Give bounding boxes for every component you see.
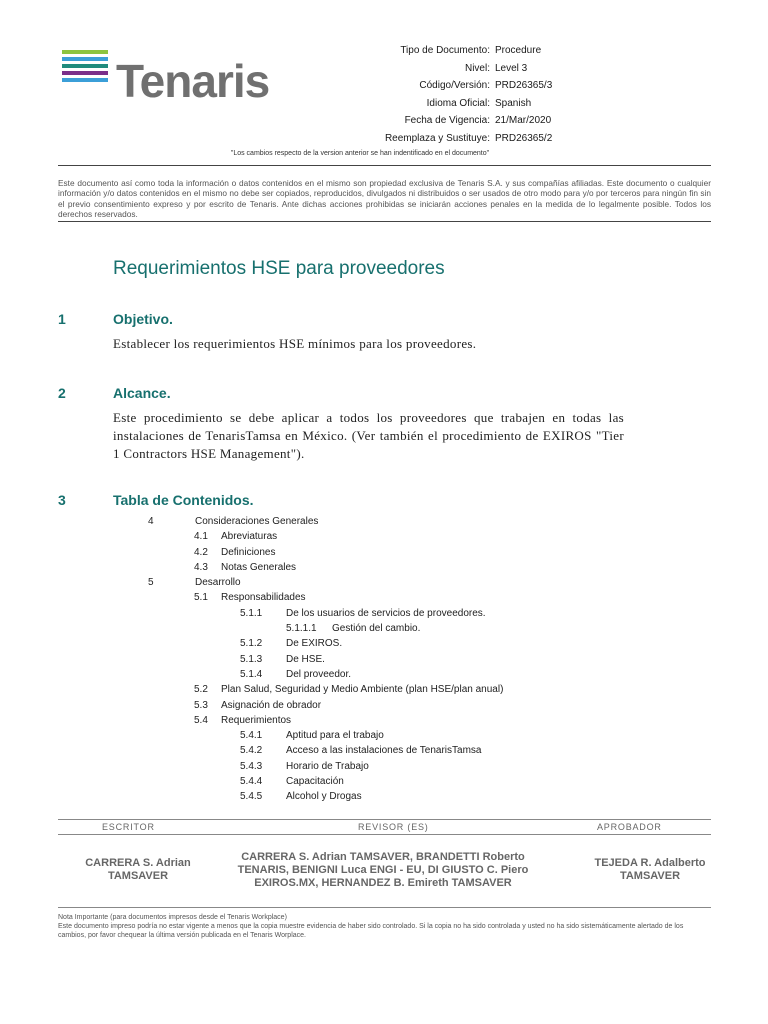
toc-item-label: Aptitud para el trabajo: [286, 730, 384, 742]
toc-item[interactable]: [0, 575, 768, 590]
reviewer-names: CARRERA S. Adrian TAMSAVER, BRANDETTI Roberto TENARIS, BENIGNI Luca ENGI - EU, DI GIUSTO C. Piero EXIROS.MX, HERNANDEZ B. Emireth TAMSAVER: [237, 851, 529, 889]
meta-row: [340, 77, 600, 95]
logo-bar: [62, 57, 108, 61]
meta-label: Tipo de Documento:: [400, 45, 490, 56]
toc-item-number: 5.4.2: [240, 745, 263, 757]
toc-item[interactable]: [0, 759, 768, 774]
toc-item[interactable]: [0, 514, 768, 529]
section-title: Tabla de Contenidos.: [113, 492, 254, 508]
toc-item[interactable]: [0, 789, 768, 804]
approver-name: TEJEDA R. Adalberto TAMSAVER: [594, 857, 706, 882]
toc-item-label: De los usuarios de servicios de proveedores.: [286, 607, 486, 619]
section-number: 3: [58, 492, 66, 508]
toc-item[interactable]: [0, 636, 768, 651]
toc-item-number: 5.2: [194, 684, 208, 696]
toc-item-number: 5.1.1: [240, 607, 263, 619]
toc-item[interactable]: [0, 529, 768, 544]
toc-item-number: 5.4: [194, 714, 208, 726]
toc-item-label: Responsabilidades: [221, 592, 306, 604]
toc-item[interactable]: [0, 652, 768, 667]
toc-item[interactable]: [0, 621, 768, 636]
divider: [58, 907, 711, 908]
logo-bars-icon: [62, 50, 108, 85]
divider: [58, 165, 711, 166]
logo-bar: [62, 64, 108, 68]
section-title: Alcance.: [113, 385, 171, 401]
toc-item-number: 5.1.4: [240, 668, 263, 680]
divider: [58, 834, 711, 835]
toc-item-label: Capacitación: [286, 776, 344, 788]
meta-label: Reemplaza y Sustituye:: [384, 132, 490, 144]
meta-row: [340, 130, 600, 148]
meta-row: [340, 60, 600, 78]
meta-row: [340, 112, 600, 130]
divider: [58, 221, 711, 222]
toc-item-label: Plan Salud, Seguridad y Medio Ambiente (plan HSE/plan anual): [221, 684, 504, 696]
toc-item-number: 5.3: [194, 699, 208, 711]
toc-item[interactable]: [0, 774, 768, 789]
toc-item[interactable]: [0, 682, 768, 697]
toc-item-number: 5.4.1: [240, 730, 263, 742]
writer-header: ESCRITOR: [102, 822, 155, 832]
toc-item-label: De HSE.: [286, 653, 325, 665]
logo-bar: [62, 78, 108, 82]
footer-note: Nota Importante (para documentos impresos desde el Tenaris Workplace) Este documento impreso podría no estar vigente a menos que la copia muestre evidencia de haber sido controlado. Si la copia no ha sido controlada y usted no ha sido sistemáticamente alertado de los cambios, por favor chequear la última versión publicada en el Tenaris Worplace.: [58, 914, 684, 939]
changes-note: "Los cambios respecto de la version anterior se han indentificado en el documento": [230, 150, 490, 157]
toc-item-label: De EXIROS.: [286, 638, 343, 650]
toc-item-label: Requerimientos: [221, 714, 292, 726]
section-title: Objetivo.: [113, 311, 173, 327]
toc-item-label: Abreviaturas: [221, 531, 278, 543]
toc-item-number: 5.4.4: [240, 776, 263, 788]
logo-bar: [62, 71, 108, 75]
toc-item[interactable]: [0, 713, 768, 728]
toc-item-number: 5.1: [194, 592, 208, 604]
toc-item-label: Alcohol y Drogas: [286, 791, 362, 803]
toc-item-number: 4.1: [194, 531, 208, 543]
toc-item[interactable]: [0, 545, 768, 560]
toc-item-label: Acceso a las instalaciones de TenarisTamsa: [286, 745, 482, 757]
meta-label: Código/Versión:: [419, 80, 490, 91]
section-body: Establecer los requerimientos HSE mínimos para los proveedores.: [113, 336, 477, 351]
toc-item-label: Notas Generales: [221, 561, 297, 573]
document-title: Requerimientos HSE para proveedores: [113, 258, 445, 279]
toc-item-number: 5.1.2: [240, 638, 263, 650]
meta-value: Level 3: [495, 62, 528, 74]
toc-item-label: Definiciones: [221, 546, 276, 558]
toc-item[interactable]: [0, 667, 768, 682]
toc-item-number: 5.1.1.1: [286, 623, 317, 635]
reviewer-header: REVISOR (ES): [358, 822, 429, 832]
approver-header: APROBADOR: [597, 822, 662, 832]
meta-label: Fecha de Vigencia:: [404, 115, 490, 126]
toc-item[interactable]: [0, 606, 768, 621]
toc-item-number: 4.2: [194, 546, 208, 558]
table-of-contents: [0, 514, 768, 805]
toc-item-number: 5.4.3: [240, 760, 263, 772]
section-number: 2: [58, 385, 66, 401]
toc-item-number: 5: [148, 577, 154, 589]
logo-wordmark: Tenaris: [116, 55, 270, 107]
toc-item-number: 5.1.3: [240, 653, 263, 665]
section-number: 1: [58, 311, 66, 327]
meta-value: PRD26365/3: [495, 80, 553, 91]
logo-bar: [62, 50, 108, 54]
toc-item[interactable]: [0, 560, 768, 575]
meta-row: [340, 42, 600, 60]
toc-item-number: 4.3: [194, 561, 208, 573]
toc-item[interactable]: [0, 728, 768, 743]
meta-value: Spanish: [495, 97, 532, 109]
toc-item[interactable]: [0, 743, 768, 758]
meta-value: 21/Mar/2020: [495, 115, 552, 126]
document-metadata: [340, 42, 600, 147]
toc-item-label: Gestión del cambio.: [332, 623, 421, 635]
toc-item-number: 5.4.5: [240, 791, 263, 803]
toc-item-label: Del proveedor.: [286, 668, 352, 680]
tenaris-logo: [62, 50, 302, 108]
divider: [58, 819, 711, 820]
confidentiality-disclaimer: Este documento así como toda la información o datos contenidos en el mismo son propiedad exclusiva de Tenaris S.A. y sus compañías afiliadas. Este documento o cualquier información y/o datos contenidos en el mismo no debe ser copiados, reproducidos, divulgados ni distribuidos o ser usados de otro modo para y/o por terceros para ningún fin sin el previo consentimiento expreso y por escrito de Tenaris. Ante dichas acciones prohibidas se iniciarán acciones penales en la medida de lo legalmente posible. Todos los derechos reservados.: [58, 178, 711, 220]
toc-item-number: 4: [148, 516, 154, 527]
toc-item-label: Asignación de obrador: [221, 699, 322, 711]
meta-label: Nivel:: [464, 62, 490, 74]
toc-item[interactable]: [0, 698, 768, 713]
toc-item-label: Consideraciones Generales: [195, 516, 319, 527]
toc-item-label: Desarrollo: [195, 577, 241, 589]
writer-name: CARRERA S. Adrian TAMSAVER: [85, 857, 191, 882]
section-body: Este procedimiento se debe aplicar a todos los proveedores que trabajen en todas las instalaciones de TenarisTamsa en México. (Ver también el procedimiento de EXIROS "Tier 1 Contractors HSE Management").: [113, 410, 624, 461]
meta-value: Procedure: [495, 45, 542, 56]
meta-row: [340, 95, 600, 113]
meta-label: Idioma Oficial:: [426, 97, 490, 109]
toc-item-label: Horario de Trabajo: [286, 760, 369, 772]
meta-value: PRD26365/2: [495, 132, 553, 144]
toc-item[interactable]: [0, 590, 768, 605]
